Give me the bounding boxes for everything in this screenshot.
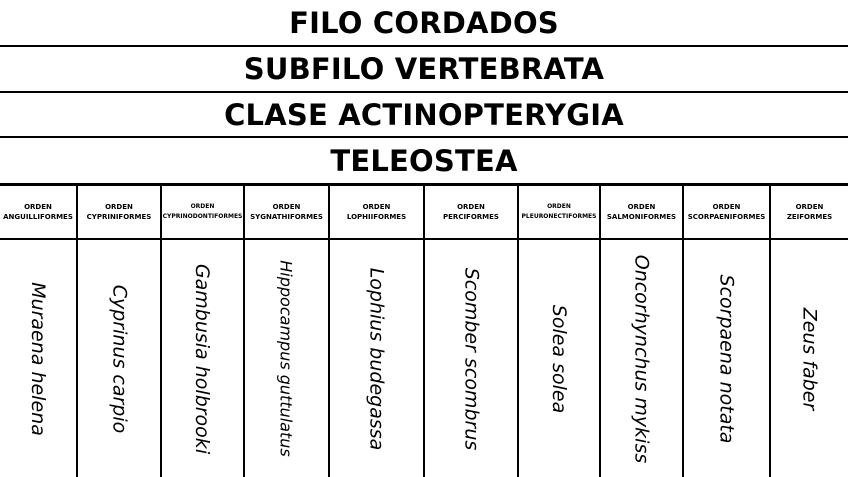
species-cell (771, 240, 848, 477)
order-prefix: ORDEN (457, 203, 485, 211)
order-name: ZEIFORMES (786, 213, 833, 221)
class-title: CLASE ACTINOPTERYGIA (0, 93, 848, 138)
order-column-salmoniformes (599, 186, 682, 477)
order-header (425, 186, 517, 240)
species-name: Muraena helena (27, 281, 50, 436)
order-name: SCORPAENIFORMES (687, 213, 766, 221)
order-prefix: ORDEN (795, 203, 824, 211)
order-prefix: ORDEN (712, 203, 741, 211)
species-cell (330, 240, 423, 477)
species-cell (519, 240, 599, 477)
order-header (684, 186, 769, 240)
species-cell (601, 240, 682, 477)
species-cell (245, 240, 328, 477)
order-header (330, 186, 423, 240)
order-column-perciformes (423, 186, 517, 477)
order-prefix: ORDEN (105, 203, 133, 211)
orders-table (0, 186, 848, 477)
order-column-zeiformes (769, 186, 848, 477)
order-column-scorpaeniformes (682, 186, 769, 477)
species-cell (0, 240, 76, 477)
order-header (0, 186, 76, 240)
species-cell (78, 240, 160, 477)
order-prefix: ORDEN (272, 203, 301, 211)
species-cell (684, 240, 769, 477)
order-prefix: ORDEN (547, 203, 571, 210)
order-column-pleuronectiformes (517, 186, 599, 477)
order-column-lophiiformes (328, 186, 423, 477)
order-prefix: ORDEN (24, 203, 52, 211)
species-name: Zeus faber (798, 307, 821, 410)
species-name: Scomber scombrus (460, 267, 483, 450)
order-prefix: ORDEN (627, 203, 656, 211)
order-name: CYPRINIFORMES (86, 213, 152, 221)
order-column-cyprinodontiformes (160, 186, 243, 477)
species-name: Cyprinus carpio (108, 284, 130, 433)
order-name: LOPHIIFORMES (346, 213, 407, 221)
species-name: Oncorhynchus mykiss (630, 254, 653, 463)
order-header (519, 186, 599, 240)
order-name: SALMONIFORMES (606, 213, 677, 221)
order-header (771, 186, 848, 240)
order-column-anguilliformes (0, 186, 76, 477)
group-title: TELEOSTEA (0, 138, 848, 186)
order-name: SYGNATHIFORMES (250, 213, 323, 221)
species-cell (162, 240, 243, 477)
species-cell (425, 240, 517, 477)
species-name: Gambusia holbrooki (191, 263, 214, 454)
order-name: CYPRINODONTIFORMES (162, 213, 243, 220)
order-prefix: ORDEN (190, 203, 215, 210)
order-header (78, 186, 160, 240)
order-header (245, 186, 328, 240)
species-name: Scorpaena notata (715, 274, 738, 443)
order-prefix: ORDEN (362, 203, 391, 211)
species-name: Solea solea (548, 304, 571, 413)
order-name: PLEURONECTIFORMES (521, 213, 597, 220)
species-name: Hippocampus guttulatus (277, 260, 296, 457)
phylum-title: FILO CORDADOS (0, 0, 848, 47)
order-header (162, 186, 243, 240)
species-name: Lophius budegassa (365, 267, 388, 450)
order-column-cypriniformes (76, 186, 160, 477)
order-name: PERCIFORMES (443, 213, 499, 221)
subphylum-title: SUBFILO VERTEBRATA (0, 47, 848, 93)
order-name: ANGUILLIFORMES (3, 213, 73, 221)
order-header (601, 186, 682, 240)
order-column-sygnathiformes (243, 186, 328, 477)
